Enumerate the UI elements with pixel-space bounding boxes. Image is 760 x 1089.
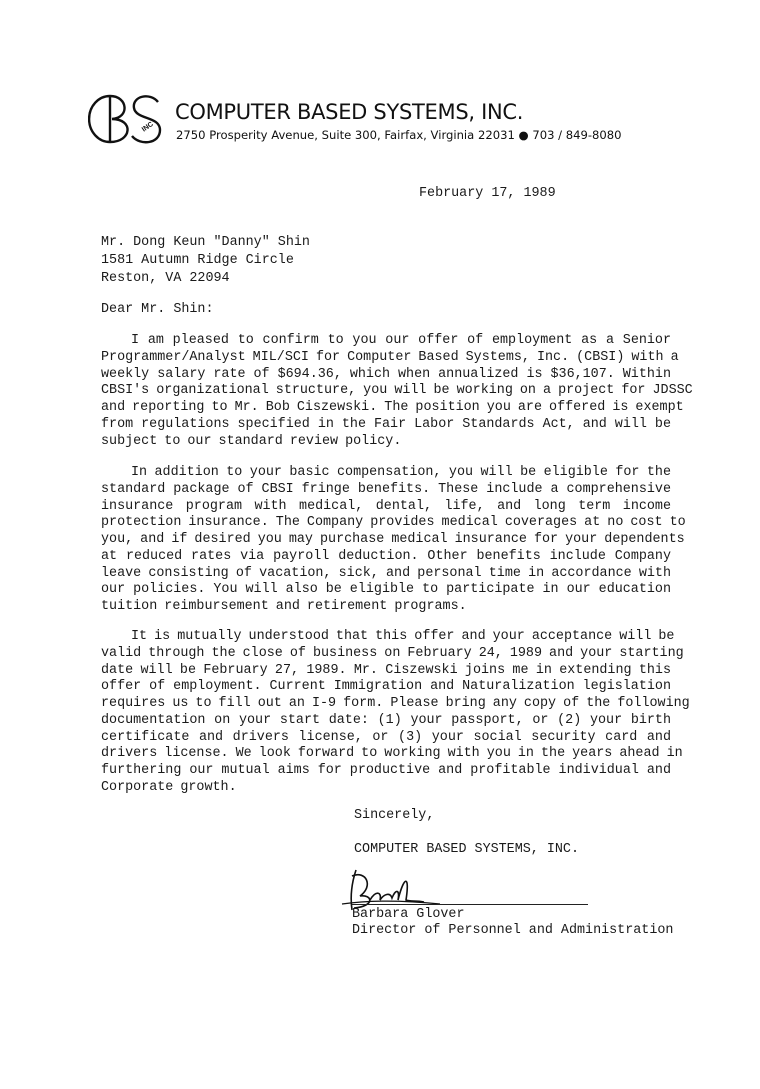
paragraph-line: at reduced rates via payroll deduction. Other benefits include Company [101,548,671,564]
recipient-name: Mr. Dong Keun "Danny" Shin [101,235,310,250]
paragraph-line: protection insurance. The Company provides medical coverages at no cost to [101,515,686,531]
paragraph-line: It is mutually understood that this offer and your acceptance will be [131,629,675,644]
salutation: Dear Mr. Shin: [101,302,214,317]
signature-line [352,904,588,905]
paragraph-line: Programmer/Analyst MIL/SCI for Computer Based Systems, Inc. (CBSI) with a [101,349,679,365]
paragraph-line: offer of employment. Current Immigration and Naturalization legislation [101,679,671,695]
company-address: 2750 Prosperity Avenue, Suite 300, Fairfax, Virginia 22031 ● 703 / 849-8080 [176,128,622,142]
signer-title: Director of Personnel and Administration [352,923,674,938]
paragraph-line: furthering our mutual aims for productive and profitable individual and [101,763,671,778]
paragraph-line: tuition reimbursement and retirement programs. [101,599,467,614]
company-signature-block: COMPUTER BASED SYSTEMS, INC. [354,842,579,857]
paragraph-line: insurance program with medical, dental, life, and long term income [101,498,671,514]
paragraph-line: drivers license. We look forward to working with you in the years ahead in [101,746,683,762]
paragraph-line: our policies. You will also be eligible to participate in our education [101,582,671,598]
paragraph-line: weekly salary rate of $694.36, which when annualized is $36,107. Within [101,366,671,382]
paragraph-line: Corporate growth. [101,779,237,795]
paragraph-line: documentation on your start date: (1) your passport, or (2) your birth [101,712,671,728]
paragraph-line: and reporting to Mr. Bob Ciszewski. The position you are offered is exempt [101,400,684,415]
company-name: COMPUTER BASED SYSTEMS, INC. [175,100,524,124]
paragraph-line: I am pleased to confirm to you our offer of employment as a Senior [131,333,671,348]
paragraph-line: In addition to your basic compensation, you will be eligible for the [131,465,671,480]
paragraph-line: valid through the close of business on February 24, 1989 and your starting [101,645,684,661]
closing: Sincerely, [354,808,435,823]
paragraph-terms [101,629,690,797]
paragraph-benefits [101,465,686,616]
paragraph-line: CBSI's organizational structure, you will be working on a project for JDSSC [101,383,693,399]
letter-date: February 17, 1989 [419,186,556,201]
cbs-logo [88,90,168,148]
paragraph-line: date will be February 27, 1989. Mr. Ciszewski joins me in extending this [101,662,671,678]
svg-text:INC: INC [140,120,155,134]
recipient-city: Reston, VA 22094 [101,271,230,286]
paragraph-line: certificate and drivers license, or (3) your social security card and [101,729,671,745]
signer-name: Barbara Glover [352,907,465,922]
paragraph-line: from regulations specified in the Fair Labor Standards Act, and will be [101,416,671,432]
paragraph-offer [101,333,693,450]
paragraph-line: requires us to fill out an I-9 form. Please bring any copy of the following [101,696,690,711]
paragraph-line: standard package of CBSI fringe benefits. These include a comprehensive [101,481,671,497]
paragraph-line: leave consisting of vacation, sick, and personal time in accordance with [101,565,671,581]
paragraph-line: subject to our standard review policy. [101,433,402,449]
recipient-street: 1581 Autumn Ridge Circle [101,253,294,268]
paragraph-line: you, and if desired you may purchase medical insurance for your dependents [101,532,685,547]
